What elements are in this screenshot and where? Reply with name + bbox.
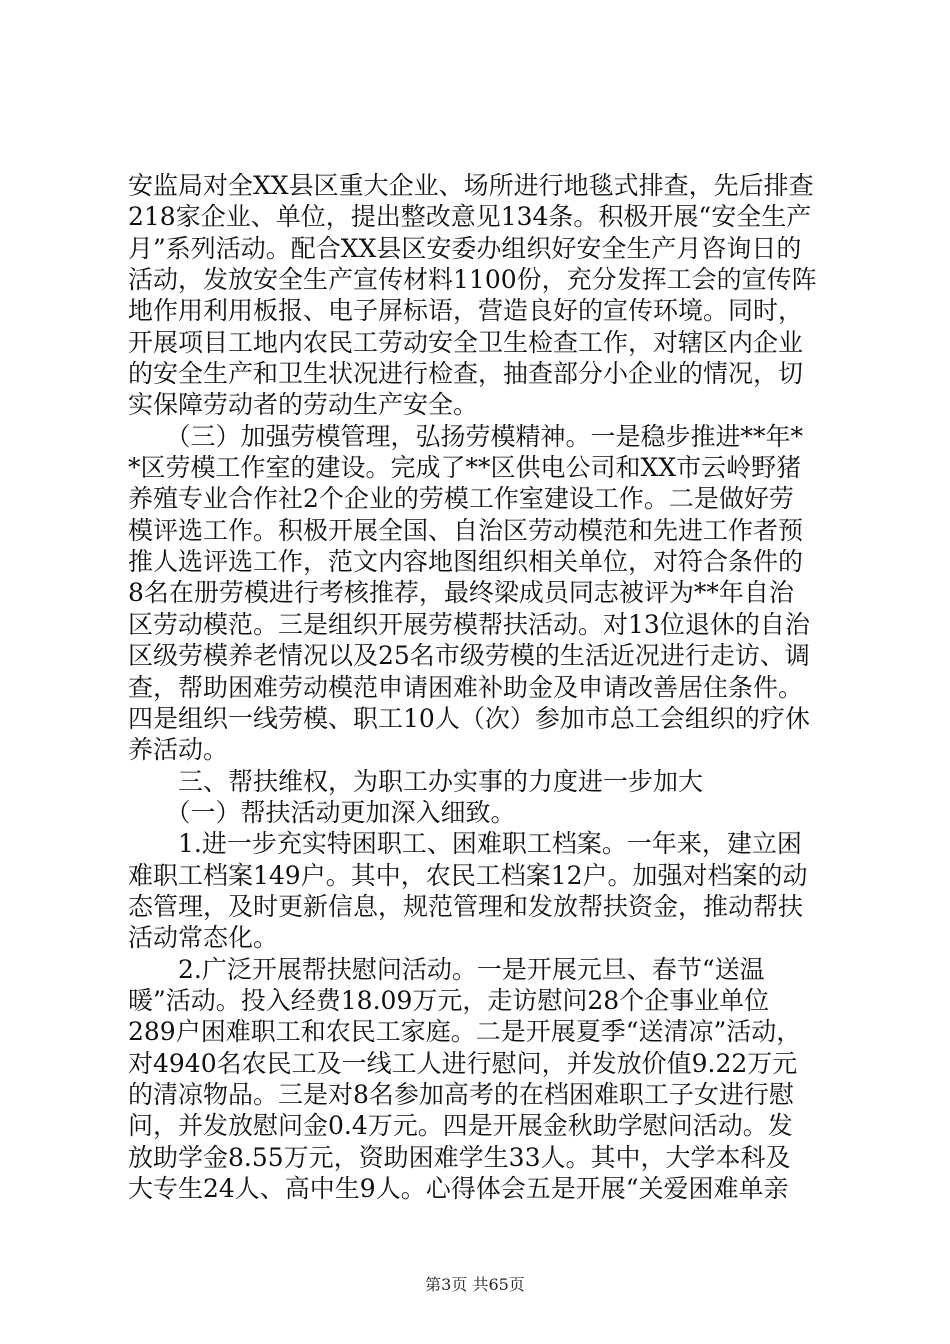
text-line: （一）帮扶活动更加深入细致。 — [128, 797, 516, 827]
text-line: 推人选评选工作，范文内容地图组织相关单位，对符合条件的 — [128, 547, 804, 577]
text-line: 实保障劳动者的劳动生产安全。 — [128, 390, 479, 420]
text-line: 活动，发放安全生产宣传材料1100份，充分发挥工会的宣传阵 — [128, 265, 817, 295]
text-line: 问，并发放慰问金0.4万元。四是开展金秋助学慰问活动。发 — [128, 1111, 793, 1141]
text-line: 开展项目工地内农民工劳动安全卫生检查工作，对辖区内企业 — [128, 327, 804, 357]
text-line: 月”系列活动。配合XX县区安委办组织好安全生产月咨询日的 — [128, 233, 802, 263]
text-line: 区劳动模范。三是组织开展劳模帮扶活动。对13位退休的自治 — [128, 609, 810, 639]
text-line: 地作用利用板报、电子屏标语，营造良好的宣传环境。同时， — [128, 296, 804, 326]
text-line: 289户困难职工和农民工家庭。二是开展夏季“送清凉”活动， — [128, 1017, 802, 1047]
text-line: 三、帮扶维权，为职工办实事的力度进一步加大 — [128, 766, 704, 796]
text-line: 安监局对全XX县区重大企业、场所进行地毯式排查，先后排查 — [128, 171, 814, 200]
text-line: 1.进一步充实特困职工、困难职工档案。一年来，建立困 — [128, 829, 802, 859]
text-line: 8名在册劳模进行考核推荐，最终梁成员同志被评为**年自治 — [128, 578, 794, 608]
text-line: 态管理，及时更新信息，规范管理和发放帮扶资金，推动帮扶 — [128, 891, 804, 921]
text-line: 养活动。 — [128, 735, 229, 765]
text-line: 难职工档案149户。其中，农民工档案12户。加强对档案的动 — [128, 860, 808, 890]
text-line: 四是组织一线劳模、职工10人（次）参加市总工会组织的疗休 — [128, 703, 810, 733]
text-line: 2.广泛开展帮扶慰问活动。一是开展元旦、春节“送温 — [128, 954, 765, 984]
text-line: 模评选工作。积极开展全国、自治区劳动模范和先进工作者预 — [128, 515, 804, 545]
text-line: 218家企业、单位，提出整改意见134条。积极开展“安全生产 — [128, 202, 812, 232]
document-body — [128, 170, 848, 1204]
text-line: 的安全生产和卫生状况进行检查，抽查部分小企业的情况，切 — [128, 359, 804, 389]
text-line: 的清凉物品。三是对8名参加高考的在档困难职工子女进行慰 — [128, 1079, 794, 1109]
text-line: 对4940名农民工及一线工人进行慰问，并发放价值9.22万元 — [128, 1048, 798, 1078]
page-footer: 第3页 共65页 — [425, 1275, 525, 1294]
text-line: *区劳模工作室的建设。完成了**区供电公司和XX市云岭野猪 — [128, 453, 802, 483]
text-line: 活动常态化。 — [128, 923, 279, 953]
text-line: 养殖专业合作社2个企业的劳模工作室建设工作。二是做好劳 — [128, 484, 794, 514]
text-line: 大专生24人、高中生9人。心得体会五是开展“关爱困难单亲 — [128, 1174, 789, 1203]
text-line: （三）加强劳模管理，弘扬劳模精神。一是稳步推进**年* — [128, 421, 804, 451]
text-line: 暖”活动。投入经费18.09万元，走访慰问28个企事业单位 — [128, 985, 770, 1015]
text-line: 查，帮助困难劳动模范申请困难补助金及申请改善居住条件。 — [128, 672, 804, 702]
text-line: 放助学金8.55万元，资助困难学生33人。其中，大学本科及 — [128, 1142, 791, 1172]
text-line: 区级劳模养老情况以及25名市级劳模的生活近况进行走访、调 — [128, 641, 810, 671]
